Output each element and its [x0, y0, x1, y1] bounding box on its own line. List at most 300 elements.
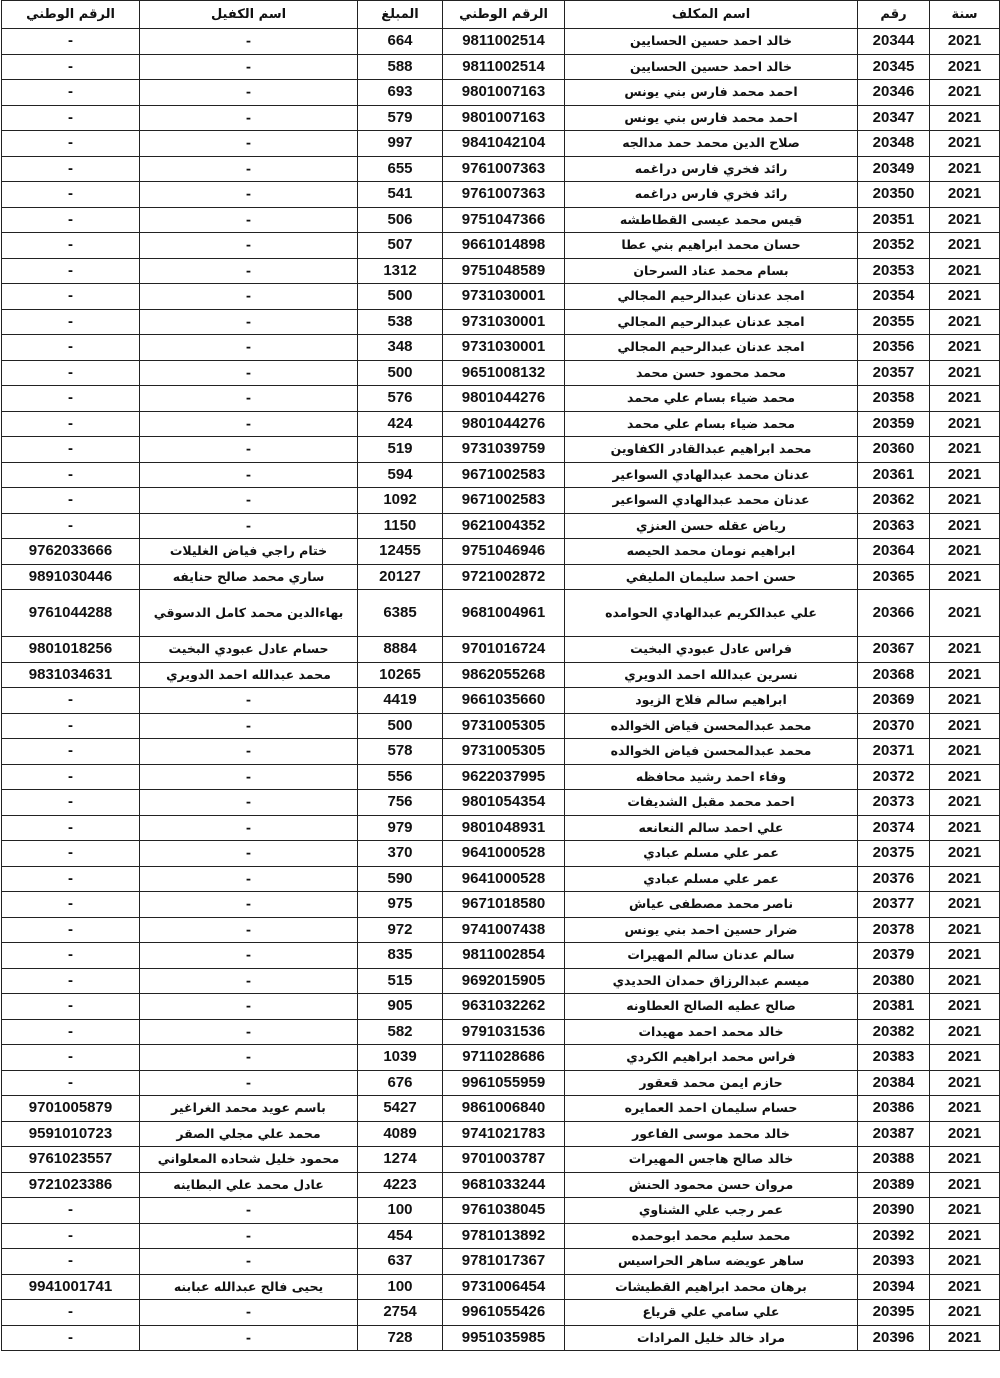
cell-number: 20376 [858, 866, 930, 892]
cell-name: ميسم عبدالرزاق حمدان الحديدي [565, 968, 858, 994]
cell-national-id: 9701016724 [443, 637, 565, 663]
cell-guarantor-id: - [2, 892, 140, 918]
cell-name: حازم ايمن محمد قعقور [565, 1070, 858, 1096]
cell-year: 2021 [930, 335, 1000, 361]
cell-amount: 4419 [358, 688, 443, 714]
cell-number: 20390 [858, 1198, 930, 1224]
cell-number: 20354 [858, 284, 930, 310]
cell-guarantor-id: - [2, 688, 140, 714]
cell-number: 20381 [858, 994, 930, 1020]
cell-number: 20356 [858, 335, 930, 361]
cell-national-id: 9721002872 [443, 564, 565, 590]
cell-name: عمر علي مسلم عبادي [565, 841, 858, 867]
table-row [2, 29, 1000, 55]
cell-guarantor-name: - [140, 1198, 358, 1224]
table-row [2, 590, 1000, 637]
cell-national-id: 9692015905 [443, 968, 565, 994]
cell-guarantor-id: - [2, 80, 140, 106]
cell-national-id: 9641000528 [443, 841, 565, 867]
cell-guarantor-name: - [140, 105, 358, 131]
cell-amount: 2754 [358, 1300, 443, 1326]
cell-national-id: 9671002583 [443, 462, 565, 488]
cell-number: 20350 [858, 182, 930, 208]
cell-name: خالد احمد حسين الحسايين [565, 29, 858, 55]
cell-guarantor-id: - [2, 284, 140, 310]
cell-national-id: 9961055426 [443, 1300, 565, 1326]
cell-national-id: 9661014898 [443, 233, 565, 259]
cell-guarantor-name: محمد عبدالله احمد الدويري [140, 662, 358, 688]
header-guarantor-name: اسم الكفيل [140, 1, 358, 29]
header-row [2, 1, 1000, 29]
cell-guarantor-id: 9891030446 [2, 564, 140, 590]
cell-name: محمد ضياء بسام علي محمد [565, 411, 858, 437]
cell-guarantor-id: 9801018256 [2, 637, 140, 663]
cell-guarantor-id: - [2, 994, 140, 1020]
cell-year: 2021 [930, 1172, 1000, 1198]
cell-number: 20394 [858, 1274, 930, 1300]
table-row [2, 637, 1000, 663]
header-amount: المبلغ [358, 1, 443, 29]
cell-guarantor-name: عادل محمد علي البطاينه [140, 1172, 358, 1198]
cell-amount: 454 [358, 1223, 443, 1249]
cell-guarantor-id: - [2, 309, 140, 335]
cell-national-id: 9761007363 [443, 156, 565, 182]
cell-national-id: 9761007363 [443, 182, 565, 208]
cell-national-id: 9741021783 [443, 1121, 565, 1147]
table-row [2, 54, 1000, 80]
cell-year: 2021 [930, 284, 1000, 310]
cell-national-id: 9801048931 [443, 815, 565, 841]
cell-year: 2021 [930, 917, 1000, 943]
cell-amount: 424 [358, 411, 443, 437]
cell-guarantor-name: - [140, 488, 358, 514]
cell-amount: 582 [358, 1019, 443, 1045]
cell-year: 2021 [930, 513, 1000, 539]
cell-amount: 975 [358, 892, 443, 918]
table-row [2, 488, 1000, 514]
cell-guarantor-id: - [2, 462, 140, 488]
cell-national-id: 9681004961 [443, 590, 565, 637]
cell-year: 2021 [930, 1300, 1000, 1326]
cell-guarantor-name: يحيى فالح عبدالله عبابنه [140, 1274, 358, 1300]
cell-year: 2021 [930, 739, 1000, 765]
cell-year: 2021 [930, 539, 1000, 565]
cell-guarantor-name: - [140, 994, 358, 1020]
cell-guarantor-name: - [140, 233, 358, 259]
cell-guarantor-id: - [2, 1300, 140, 1326]
cell-amount: 594 [358, 462, 443, 488]
cell-guarantor-id: 9831034631 [2, 662, 140, 688]
cell-year: 2021 [930, 1147, 1000, 1173]
cell-national-id: 9671002583 [443, 488, 565, 514]
cell-number: 20387 [858, 1121, 930, 1147]
cell-name: عمر رجب علي الشناوي [565, 1198, 858, 1224]
cell-name: فراس عادل عبودي البخيت [565, 637, 858, 663]
cell-year: 2021 [930, 1274, 1000, 1300]
cell-name: محمد عبدالمحسن فياض الخوالده [565, 739, 858, 765]
table-row [2, 258, 1000, 284]
cell-national-id: 9681033244 [443, 1172, 565, 1198]
header-name: اسم المكلف [565, 1, 858, 29]
cell-national-id: 9751048589 [443, 258, 565, 284]
cell-year: 2021 [930, 1121, 1000, 1147]
cell-number: 20366 [858, 590, 930, 637]
cell-guarantor-id: - [2, 360, 140, 386]
cell-guarantor-name: - [140, 258, 358, 284]
table-row [2, 80, 1000, 106]
cell-national-id: 9961055959 [443, 1070, 565, 1096]
cell-guarantor-name: - [140, 80, 358, 106]
table-row [2, 713, 1000, 739]
cell-guarantor-name: - [140, 713, 358, 739]
taxpayer-table [1, 0, 1000, 1351]
cell-guarantor-name: - [140, 513, 358, 539]
table-row [2, 1019, 1000, 1045]
cell-number: 20372 [858, 764, 930, 790]
cell-guarantor-id: - [2, 790, 140, 816]
cell-number: 20362 [858, 488, 930, 514]
cell-amount: 500 [358, 284, 443, 310]
cell-guarantor-id: - [2, 437, 140, 463]
cell-guarantor-name: - [140, 1325, 358, 1351]
cell-number: 20395 [858, 1300, 930, 1326]
cell-amount: 541 [358, 182, 443, 208]
cell-year: 2021 [930, 488, 1000, 514]
cell-year: 2021 [930, 207, 1000, 233]
cell-number: 20384 [858, 1070, 930, 1096]
cell-national-id: 9741007438 [443, 917, 565, 943]
table-row [2, 411, 1000, 437]
cell-number: 20375 [858, 841, 930, 867]
cell-name: علي احمد سالم النعانعه [565, 815, 858, 841]
cell-number: 20348 [858, 131, 930, 157]
cell-amount: 506 [358, 207, 443, 233]
cell-number: 20382 [858, 1019, 930, 1045]
cell-name: احمد محمد مقبل الشديفات [565, 790, 858, 816]
cell-guarantor-name: حسام عادل عبودي البخيت [140, 637, 358, 663]
cell-year: 2021 [930, 360, 1000, 386]
table-row [2, 994, 1000, 1020]
cell-number: 20369 [858, 688, 930, 714]
cell-year: 2021 [930, 1249, 1000, 1275]
cell-guarantor-id: - [2, 233, 140, 259]
cell-year: 2021 [930, 590, 1000, 637]
cell-number: 20379 [858, 943, 930, 969]
table-row [2, 564, 1000, 590]
cell-amount: 693 [358, 80, 443, 106]
cell-year: 2021 [930, 713, 1000, 739]
cell-name: ابراهيم سالم فلاح الزيود [565, 688, 858, 714]
cell-name: نسرين عبدالله احمد الدويري [565, 662, 858, 688]
cell-guarantor-name: - [140, 968, 358, 994]
cell-amount: 515 [358, 968, 443, 994]
table-row [2, 335, 1000, 361]
cell-national-id: 9801044276 [443, 411, 565, 437]
cell-year: 2021 [930, 131, 1000, 157]
table-row [2, 1045, 1000, 1071]
table-row [2, 437, 1000, 463]
cell-amount: 100 [358, 1198, 443, 1224]
cell-amount: 637 [358, 1249, 443, 1275]
cell-year: 2021 [930, 1223, 1000, 1249]
cell-amount: 519 [358, 437, 443, 463]
table-row [2, 105, 1000, 131]
cell-number: 20353 [858, 258, 930, 284]
cell-guarantor-id: - [2, 815, 140, 841]
cell-guarantor-name: - [140, 764, 358, 790]
cell-guarantor-name: - [140, 1070, 358, 1096]
cell-number: 20352 [858, 233, 930, 259]
table-row [2, 360, 1000, 386]
cell-guarantor-id: - [2, 943, 140, 969]
table-row [2, 182, 1000, 208]
cell-guarantor-id: 9941001741 [2, 1274, 140, 1300]
cell-number: 20361 [858, 462, 930, 488]
cell-guarantor-name: - [140, 437, 358, 463]
cell-number: 20349 [858, 156, 930, 182]
cell-name: محمد محمود حسن محمد [565, 360, 858, 386]
cell-year: 2021 [930, 258, 1000, 284]
cell-national-id: 9651008132 [443, 360, 565, 386]
table-row [2, 662, 1000, 688]
cell-year: 2021 [930, 1325, 1000, 1351]
cell-name: رائد فخري فارس دراغمه [565, 156, 858, 182]
cell-guarantor-name: - [140, 207, 358, 233]
cell-guarantor-name: - [140, 1223, 358, 1249]
cell-amount: 588 [358, 54, 443, 80]
cell-amount: 500 [358, 360, 443, 386]
cell-guarantor-name: - [140, 309, 358, 335]
cell-amount: 979 [358, 815, 443, 841]
cell-guarantor-name: - [140, 943, 358, 969]
cell-year: 2021 [930, 29, 1000, 55]
cell-name: محمد ضياء بسام علي محمد [565, 386, 858, 412]
cell-guarantor-id: 9761023557 [2, 1147, 140, 1173]
table-row [2, 1096, 1000, 1122]
cell-guarantor-id: - [2, 335, 140, 361]
cell-name: برهان محمد ابراهيم القطيشات [565, 1274, 858, 1300]
cell-number: 20378 [858, 917, 930, 943]
cell-national-id: 9731030001 [443, 335, 565, 361]
cell-national-id: 9731039759 [443, 437, 565, 463]
cell-year: 2021 [930, 1096, 1000, 1122]
cell-name: بسام محمد عناد السرحان [565, 258, 858, 284]
cell-name: امجد عدنان عبدالرحيم المجالي [565, 284, 858, 310]
cell-number: 20360 [858, 437, 930, 463]
cell-name: ساهر عويضه ساهر الحراسيس [565, 1249, 858, 1275]
table-row [2, 1070, 1000, 1096]
cell-guarantor-name: - [140, 841, 358, 867]
cell-national-id: 9811002514 [443, 29, 565, 55]
cell-amount: 538 [358, 309, 443, 335]
table-row [2, 968, 1000, 994]
cell-guarantor-id: - [2, 866, 140, 892]
cell-guarantor-name: - [140, 1249, 358, 1275]
cell-year: 2021 [930, 866, 1000, 892]
table-row [2, 1223, 1000, 1249]
cell-national-id: 9731030001 [443, 309, 565, 335]
cell-amount: 835 [358, 943, 443, 969]
cell-guarantor-id: - [2, 258, 140, 284]
cell-guarantor-name: - [140, 156, 358, 182]
cell-amount: 676 [358, 1070, 443, 1096]
cell-amount: 500 [358, 713, 443, 739]
cell-guarantor-id: - [2, 841, 140, 867]
cell-number: 20351 [858, 207, 930, 233]
cell-national-id: 9801054354 [443, 790, 565, 816]
table-row [2, 462, 1000, 488]
cell-year: 2021 [930, 994, 1000, 1020]
cell-name: علي عبدالكريم عبدالهادي الحوامده [565, 590, 858, 637]
header-guarantor-id: الرقم الوطني [2, 1, 140, 29]
cell-year: 2021 [930, 968, 1000, 994]
cell-guarantor-name: محمود خليل شحاده المعلواني [140, 1147, 358, 1173]
cell-amount: 348 [358, 335, 443, 361]
cell-national-id: 9811002854 [443, 943, 565, 969]
cell-name: محمد سليم محمد ابوحمده [565, 1223, 858, 1249]
cell-guarantor-id: - [2, 1249, 140, 1275]
cell-number: 20359 [858, 411, 930, 437]
cell-year: 2021 [930, 1070, 1000, 1096]
table-row [2, 892, 1000, 918]
cell-guarantor-name: - [140, 866, 358, 892]
cell-national-id: 9731005305 [443, 713, 565, 739]
cell-guarantor-name: - [140, 182, 358, 208]
cell-guarantor-id: - [2, 1198, 140, 1224]
cell-amount: 756 [358, 790, 443, 816]
cell-national-id: 9622037995 [443, 764, 565, 790]
cell-amount: 507 [358, 233, 443, 259]
cell-national-id: 9801007163 [443, 80, 565, 106]
cell-year: 2021 [930, 80, 1000, 106]
cell-name: عمر علي مسلم عبادي [565, 866, 858, 892]
cell-name: فراس محمد ابراهيم الكردي [565, 1045, 858, 1071]
cell-name: امجد عدنان عبدالرحيم المجالي [565, 309, 858, 335]
cell-number: 20363 [858, 513, 930, 539]
cell-national-id: 9761038045 [443, 1198, 565, 1224]
cell-national-id: 9951035985 [443, 1325, 565, 1351]
cell-guarantor-id: - [2, 513, 140, 539]
cell-number: 20373 [858, 790, 930, 816]
table-row [2, 764, 1000, 790]
cell-guarantor-name: ساري محمد صالح حنايفه [140, 564, 358, 590]
cell-guarantor-id: - [2, 386, 140, 412]
cell-name: خالد محمد موسى الفاعور [565, 1121, 858, 1147]
table-row [2, 790, 1000, 816]
cell-year: 2021 [930, 462, 1000, 488]
table-row [2, 386, 1000, 412]
cell-guarantor-id: - [2, 182, 140, 208]
cell-guarantor-name: - [140, 386, 358, 412]
cell-number: 20383 [858, 1045, 930, 1071]
cell-guarantor-name: - [140, 1019, 358, 1045]
table-row [2, 539, 1000, 565]
cell-guarantor-id: - [2, 105, 140, 131]
table-row [2, 841, 1000, 867]
cell-number: 20345 [858, 54, 930, 80]
cell-guarantor-id: - [2, 1019, 140, 1045]
cell-national-id: 9661035660 [443, 688, 565, 714]
table-row [2, 284, 1000, 310]
cell-guarantor-name: - [140, 411, 358, 437]
cell-year: 2021 [930, 1019, 1000, 1045]
cell-guarantor-name: - [140, 360, 358, 386]
cell-national-id: 9731005305 [443, 739, 565, 765]
cell-name: صالح عطيه الصالح العطاونه [565, 994, 858, 1020]
cell-guarantor-name: - [140, 790, 358, 816]
cell-year: 2021 [930, 637, 1000, 663]
cell-year: 2021 [930, 233, 1000, 259]
cell-year: 2021 [930, 688, 1000, 714]
cell-name: محمد عبدالمحسن فياض الخوالده [565, 713, 858, 739]
cell-name: رائد فخري فارس دراغمه [565, 182, 858, 208]
cell-guarantor-name: باسم عويد محمد الغراغير [140, 1096, 358, 1122]
cell-amount: 997 [358, 131, 443, 157]
cell-number: 20380 [858, 968, 930, 994]
cell-year: 2021 [930, 790, 1000, 816]
cell-guarantor-id: - [2, 54, 140, 80]
cell-year: 2021 [930, 1198, 1000, 1224]
cell-guarantor-id: 9701005879 [2, 1096, 140, 1122]
cell-guarantor-name: - [140, 892, 358, 918]
cell-name: قيس محمد عيسى القطاطشه [565, 207, 858, 233]
table-row [2, 207, 1000, 233]
header-number: رقم [858, 1, 930, 29]
cell-national-id: 9731006454 [443, 1274, 565, 1300]
cell-amount: 5427 [358, 1096, 443, 1122]
cell-guarantor-name: - [140, 1045, 358, 1071]
cell-guarantor-name: - [140, 739, 358, 765]
cell-name: رياض عقله حسن العنزي [565, 513, 858, 539]
cell-name: مروان حسن محمود الحنش [565, 1172, 858, 1198]
cell-amount: 905 [358, 994, 443, 1020]
table-row [2, 1172, 1000, 1198]
table-row [2, 1325, 1000, 1351]
cell-amount: 1312 [358, 258, 443, 284]
cell-amount: 1039 [358, 1045, 443, 1071]
table-row [2, 917, 1000, 943]
cell-name: عدنان محمد عبدالهادي السواعير [565, 488, 858, 514]
cell-national-id: 9671018580 [443, 892, 565, 918]
cell-number: 20370 [858, 713, 930, 739]
table-row [2, 156, 1000, 182]
cell-guarantor-name: - [140, 815, 358, 841]
cell-name: وفاء احمد رشيد محافظه [565, 764, 858, 790]
table-row [2, 1147, 1000, 1173]
cell-number: 20364 [858, 539, 930, 565]
cell-number: 20389 [858, 1172, 930, 1198]
cell-name: احمد محمد فارس بني يونس [565, 80, 858, 106]
cell-amount: 1274 [358, 1147, 443, 1173]
cell-guarantor-name: - [140, 688, 358, 714]
cell-name: ابراهيم نومان محمد الحيصه [565, 539, 858, 565]
cell-national-id: 9781017367 [443, 1249, 565, 1275]
cell-year: 2021 [930, 182, 1000, 208]
cell-amount: 4089 [358, 1121, 443, 1147]
cell-name: ضرار حسين احمد بني يونس [565, 917, 858, 943]
table-row [2, 1300, 1000, 1326]
cell-guarantor-name: ختام راجي فياض الغليلات [140, 539, 358, 565]
cell-amount: 579 [358, 105, 443, 131]
cell-name: احمد محمد فارس بني يونس [565, 105, 858, 131]
cell-guarantor-id: 9591010723 [2, 1121, 140, 1147]
cell-amount: 728 [358, 1325, 443, 1351]
cell-amount: 578 [358, 739, 443, 765]
cell-number: 20396 [858, 1325, 930, 1351]
cell-guarantor-id: 9762033666 [2, 539, 140, 565]
cell-number: 20368 [858, 662, 930, 688]
cell-name: سالم عدنان سالم المهيرات [565, 943, 858, 969]
